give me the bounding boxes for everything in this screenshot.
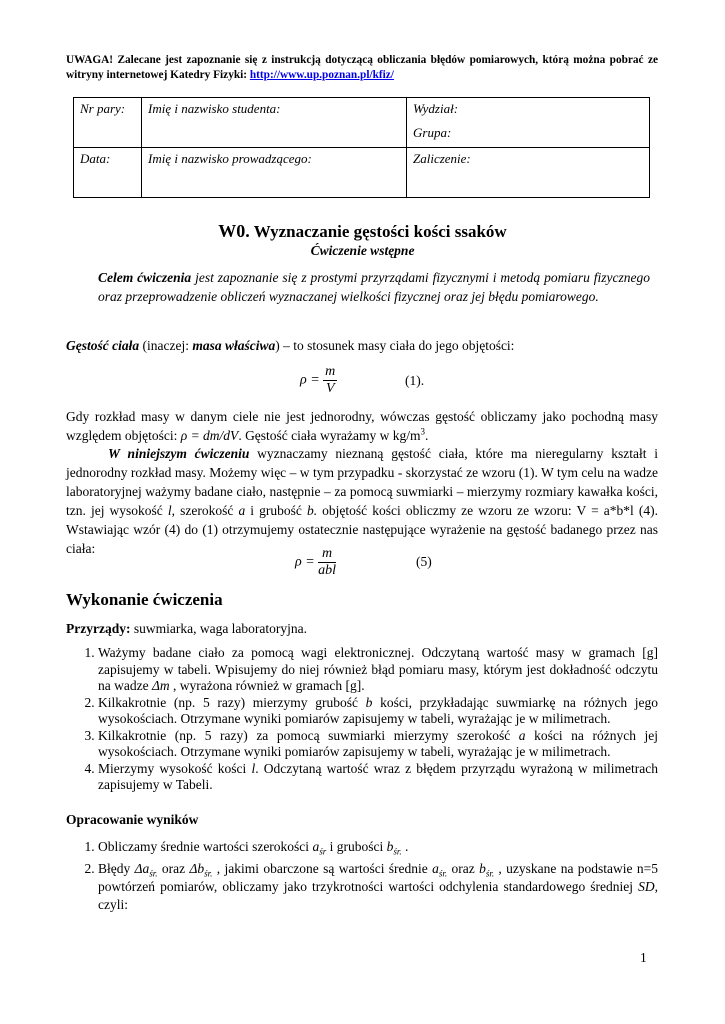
method-text-1: wyznaczamy nieznaną gęstość ciała, które ma nieregularny kształt i jednorodny rozkład masy. Możemy więc – w tym przypadku - skorzystać ze wzoru (1). W tym celu na wadze laboratoryjnej ważymy badane ciało, następnie – za pomocą suwmiarki – mierzymy rozmiary kawałka kości, tzn. jej wysokość [66, 446, 658, 518]
nonuniform-end: . [425, 428, 429, 443]
definition-term: Gęstość ciała [66, 338, 140, 353]
definition-rest: ) – to stosunek masy ciała do jego objętości: [275, 338, 515, 353]
credit-cell [407, 148, 650, 198]
r2-text-a: Błędy [98, 861, 135, 876]
step-1-text-a: Ważymy badane ciało za pomocą wagi elektronicznej. Odczytaną wartość masy w gramach [g] zapisujemy w tabeli. Wpisujemy do niej również błąd pomiaru masy, którym jest dokładność odczytu na wadze [98, 645, 658, 693]
symbol-a: a [238, 503, 246, 518]
notice [66, 53, 658, 83]
r2-text-f: , czyli: [98, 879, 658, 912]
definition-paragraph [66, 336, 658, 355]
r2-mean-b-sub: śr. [485, 868, 495, 879]
eq1-fraction [323, 364, 337, 397]
step-3-text-b: kości na różnych jej wysokościach. Otrzymane wyniki pomiarów zapisujemy w tabeli, wyrażając je w milimetrach. [98, 727, 658, 759]
eq5-numerator: m [318, 546, 336, 563]
notice-text: UWAGA! Zalecane jest zapoznanie się z instrukcją dotyczącą obliczania błędów pomiarowych, którą można pobrać ze witryny internetowej Katedry Fizyki: [66, 54, 658, 81]
step-4-text-a: Mierzymy wysokość kości [98, 760, 252, 776]
nonuniform-text: Gdy rozkład masy w danym ciele nie jest jednorodny, wówczas gęstość obliczamy jako pochodną masy względem objętości: [66, 409, 658, 443]
eq5-denominator: abl [318, 563, 337, 578]
r1-a-symbol: a [312, 839, 320, 854]
section-results-heading: Opracowanie wyników [66, 812, 199, 827]
step-3-symbol: a [518, 727, 526, 743]
r2-delta-b: Δb [189, 861, 205, 876]
r2-text-b: oraz [157, 861, 190, 876]
instruments-text: suwmiarka, waga laboratoryjna. [130, 621, 308, 636]
r2-delta-b-sub: śr. [204, 868, 213, 879]
student-cell [142, 98, 407, 148]
list-item [98, 695, 658, 728]
aim-lead: Celem ćwiczenia [98, 270, 192, 285]
list-item [98, 860, 658, 914]
symbol-l: l [167, 503, 172, 518]
group-label: Grupa: [413, 125, 452, 140]
symbol-b: b. [306, 503, 318, 518]
list-item [98, 837, 658, 857]
r1-a-subscript: śr [319, 846, 327, 857]
unit-text: . Gęstość ciała wyrażamy w kg/m [238, 428, 421, 443]
pair-cell [74, 98, 142, 148]
r1-text-c: . [401, 839, 409, 854]
derivative-formula: ρ = dm/dV [180, 428, 239, 443]
student-label: Imię i nazwisko studenta: [148, 101, 281, 116]
r1-text-b: i grubości [326, 839, 387, 854]
r2-delta-a-sub: śr. [149, 868, 158, 879]
student-info-table [73, 97, 650, 198]
aim-text: jest zapoznanie się z prostymi przyrządami fizycznymi i metodą pomiaru fizycznego oraz przeprowadzenie obliczeń wyznaczanej wielkości fizycznej oraz jej błędu pomiarowego. [98, 270, 651, 304]
steps-list [66, 645, 658, 794]
step-3-text-a: Kilkakrotnie (np. 5 razy) za pomocą suwmiarki mierzymy szerokość [98, 727, 519, 743]
list-item [98, 645, 658, 695]
method-text-4: objętość kości obliczmy ze wzoru ze wzoru: V = a*b*l (4). Wstawiając wzór (4) do (1) otrzymujemy ostatecznie następujące wyrażenie na gęstość badanego przez nas ciała: [66, 503, 658, 556]
step-2-text-b: kości, przykładając suwmiarkę na różnych jego wysokościach. Otrzymane wyniki pomiarów zapisujemy w tabeli, wyrażając je w milimetrach. [98, 694, 658, 726]
section-execution-heading: Wykonanie ćwiczenia [66, 590, 223, 609]
eq1-lhs: ρ = [300, 372, 320, 388]
step-1-symbol: Δm [151, 678, 170, 693]
kfiz-link[interactable]: http://www.up.poznan.pl/kfiz/ [249, 69, 394, 81]
eq1-denominator: V [325, 381, 335, 396]
eq1-numerator: m [325, 364, 336, 379]
method-lead: W niniejszym ćwiczeniu [108, 446, 250, 461]
instruments-label: Przyrządy: [66, 621, 131, 636]
aim-paragraph [98, 268, 650, 306]
definition-mid: (inaczej: [139, 338, 193, 353]
equation-5 [295, 546, 336, 579]
r2-sd: SD [638, 879, 655, 894]
r1-b-subscript: śr. [393, 846, 402, 857]
definition-alt-term: masa właściwa [192, 338, 276, 353]
r2-mean-a-sub: śr. [438, 868, 448, 879]
nonuniform-paragraph [66, 407, 658, 445]
date-cell [74, 148, 142, 198]
method-text-2: , szerokość [171, 503, 239, 518]
list-item [98, 761, 658, 794]
faculty-label: Wydział: [413, 101, 459, 116]
page-title [0, 221, 725, 242]
credit-label: Zaliczenie: [413, 151, 471, 166]
step-2-text-a: Kilkakrotnie (np. 5 razy) mierzymy grubość [98, 694, 366, 710]
r2-text-c: , jakimi obarczone są wartości średnie [212, 861, 433, 876]
equation-1 [300, 364, 337, 397]
r2-text-d: oraz [447, 861, 480, 876]
method-text-3: i grubość [245, 503, 307, 518]
eq5-lhs: ρ = [295, 554, 315, 570]
results-list [66, 837, 658, 914]
r2-delta-a: Δa [134, 861, 150, 876]
eq5-fraction [318, 546, 336, 579]
instructor-label: Imię i nazwisko prowadzącego: [148, 151, 312, 166]
r2-mean-a: a [432, 861, 439, 876]
instruments-line [66, 619, 658, 638]
r2-text-e: , uzyskane na podstawie n=5 powtórzeń pomiarów, obliczamy jako trzykrotności wartości odchylenia standardowego średniej [98, 861, 658, 894]
r1-b-symbol: b [386, 839, 394, 854]
step-4-text-b: . Odczytaną wartość wraz z błędem przyrządu wyrażoną w milimetrach zapisujemy w Tabeli. [98, 760, 658, 792]
page-subtitle: Ćwiczenie wstępne [310, 243, 415, 258]
step-1-text-b: , wyrażona również w gramach [g]. [169, 678, 365, 693]
step-2-symbol: b [365, 694, 373, 710]
unit-exponent: 3 [420, 426, 426, 437]
instructor-cell [142, 148, 407, 198]
eq5-label: (5) [416, 554, 432, 569]
pair-label: Nr pary: [80, 101, 126, 116]
exercise-title: Wyznaczanie gęstości kości ssaków [253, 222, 507, 241]
eq1-label: (1). [405, 373, 425, 388]
list-item [98, 728, 658, 761]
r2-mean-b: b [479, 861, 486, 876]
step-4-symbol: l [251, 760, 256, 776]
r1-text-a: Obliczamy średnie wartości szerokości [98, 839, 313, 854]
faculty-cell [407, 98, 650, 148]
date-label: Data: [80, 151, 111, 166]
exercise-code: W0. [218, 221, 250, 241]
method-paragraph [66, 444, 658, 558]
page-number: 1 [640, 950, 647, 965]
